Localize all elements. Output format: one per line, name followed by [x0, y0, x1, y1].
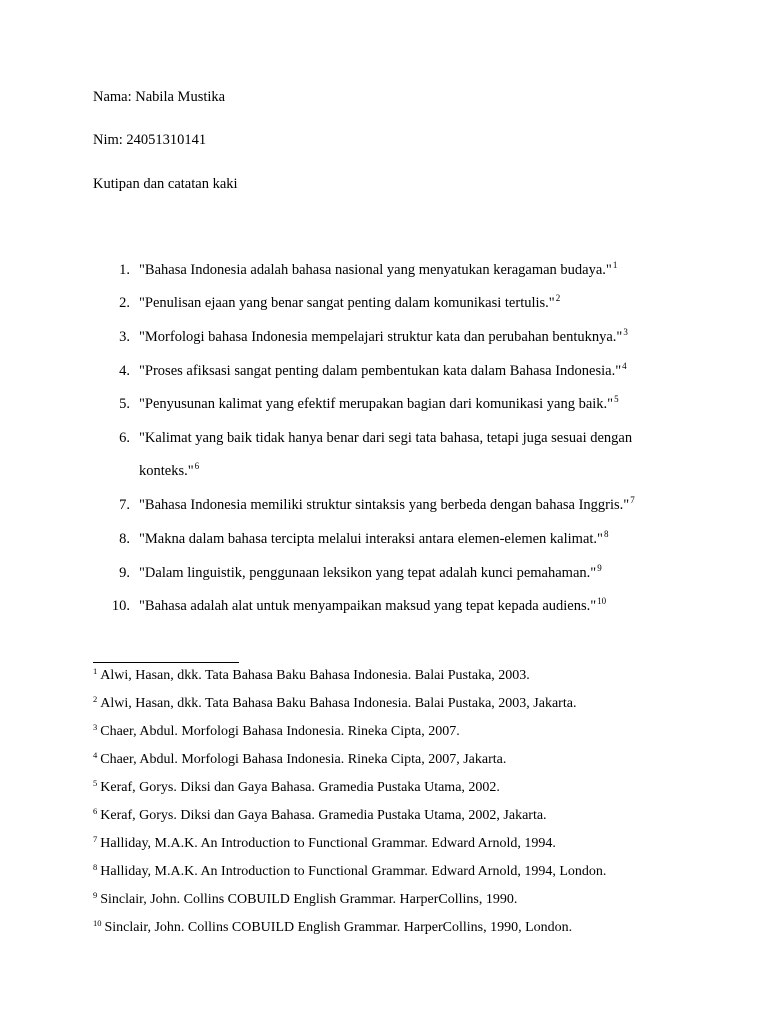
- quote-text: [139, 261, 617, 280]
- quote-text: [139, 395, 619, 414]
- quote-text-body: konteks.": [139, 463, 194, 479]
- footnote: [93, 835, 556, 853]
- quote-text: [139, 328, 628, 347]
- footnote-reference[interactable]: 9: [597, 563, 602, 573]
- student-nim: Nim: 24051310141: [93, 132, 207, 148]
- footnote: [93, 891, 517, 909]
- footnote-mark: 8: [93, 862, 98, 872]
- quote-text-body: "Proses afiksasi sangat penting dalam pembentukan kata dalam Bahasa Indonesia.": [139, 363, 622, 379]
- quote-number: 6.: [119, 430, 130, 446]
- footnote-text: Sinclair, John. Collins COBUILD English Grammar. HarperCollins, 1990.: [100, 892, 518, 907]
- footnote-mark: 10: [93, 918, 102, 928]
- footnote-mark: 2: [93, 694, 98, 704]
- quote-text: "Kalimat yang baik tidak hanya benar dari segi tata bahasa, tetapi juga sesuai dengan: [139, 430, 633, 446]
- quote-text-body: "Morfologi bahasa Indonesia mempelajari struktur kata dan perubahan bentuknya.": [139, 329, 623, 345]
- quote-text-body: "Bahasa Indonesia memiliki struktur sintaksis yang berbeda dengan bahasa Inggris.": [139, 497, 630, 513]
- footnote: [93, 723, 460, 741]
- footnote-reference[interactable]: 1: [612, 260, 618, 270]
- footnote-mark: 7: [93, 834, 98, 844]
- quote-number: 9.: [119, 565, 130, 581]
- quote-text-body: "Makna dalam bahasa tercipta melalui interaksi antara elemen-elemen kalimat.": [139, 531, 603, 547]
- footnote-text: Alwi, Hasan, dkk. Tata Bahasa Baku Bahasa Indonesia. Balai Pustaka, 2003.: [100, 668, 530, 683]
- footnote: [93, 863, 606, 881]
- document-title: Kutipan dan catatan kaki: [93, 176, 238, 192]
- footnote-mark: 5: [93, 778, 98, 788]
- footnote-reference[interactable]: 6: [194, 461, 200, 471]
- quote-text-body: "Bahasa adalah alat untuk menyampaikan maksud yang tepat kepada audiens.": [139, 598, 597, 614]
- footnote-reference[interactable]: 7: [630, 495, 635, 505]
- footnote-separator: [93, 662, 239, 663]
- footnote-text: Alwi, Hasan, dkk. Tata Bahasa Baku Bahasa Indonesia. Balai Pustaka, 2003, Jakarta.: [100, 696, 577, 711]
- footnote-text: Sinclair, John. Collins COBUILD English Grammar. HarperCollins, 1990, London.: [104, 920, 573, 935]
- footnote-mark: 4: [93, 750, 98, 760]
- quote-text-body: "Bahasa Indonesia adalah bahasa nasional yang menyatukan keragaman budaya.": [139, 262, 612, 278]
- footnote-text: Chaer, Abdul. Morfologi Bahasa Indonesia. Rineka Cipta, 2007, Jakarta.: [100, 752, 507, 767]
- quote-text-body: "Dalam linguistik, penggunaan leksikon yang tepat adalah kunci pemahaman.": [139, 565, 597, 581]
- quote-text: [139, 294, 560, 313]
- footnote-reference[interactable]: 10: [597, 596, 607, 606]
- footnote: [93, 695, 576, 713]
- footnote-text: Halliday, M.A.K. An Introduction to Functional Grammar. Edward Arnold, 1994.: [100, 836, 556, 851]
- footnote: [93, 667, 530, 685]
- quote-number: 7.: [119, 497, 130, 513]
- footnote-text: Chaer, Abdul. Morfologi Bahasa Indonesia. Rineka Cipta, 2007.: [100, 724, 460, 739]
- footnote-mark: 3: [93, 722, 98, 732]
- quote-number: 10.: [111, 598, 130, 614]
- footnote: [93, 751, 506, 769]
- footnote-mark: 1: [93, 666, 98, 676]
- student-name: Nama: Nabila Mustika: [93, 89, 226, 105]
- footnote: [93, 779, 500, 797]
- quote-number: 2.: [119, 295, 130, 311]
- footnote-text: Keraf, Gorys. Diksi dan Gaya Bahasa. Gramedia Pustaka Utama, 2002.: [100, 780, 500, 795]
- footnote-text: Halliday, M.A.K. An Introduction to Functional Grammar. Edward Arnold, 1994, London.: [100, 864, 607, 879]
- footnote: [93, 919, 572, 937]
- quote-number: 4.: [119, 363, 130, 379]
- quote-text-body: "Penyusunan kalimat yang efektif merupakan bagian dari komunikasi yang baik.": [139, 396, 614, 412]
- quote-text-continuation: [139, 462, 199, 481]
- footnote-text: Keraf, Gorys. Diksi dan Gaya Bahasa. Gramedia Pustaka Utama, 2002, Jakarta.: [100, 808, 547, 823]
- footnote-mark: 6: [93, 806, 98, 816]
- quote-text: [139, 530, 608, 549]
- quote-number: 5.: [119, 396, 130, 412]
- footnote-reference[interactable]: 8: [603, 529, 609, 539]
- quote-text: [139, 362, 627, 381]
- quote-text: [139, 564, 602, 583]
- footnote: [93, 807, 547, 825]
- quote-number: 3.: [119, 329, 130, 345]
- quote-text-body: "Penulisan ejaan yang benar sangat penting dalam komunikasi tertulis.": [139, 295, 555, 311]
- quote-number: 8.: [119, 531, 130, 547]
- footnote-reference[interactable]: 4: [622, 361, 627, 371]
- footnote-mark: 9: [93, 890, 98, 900]
- quote-number: 1.: [119, 262, 130, 278]
- footnote-reference[interactable]: 3: [623, 327, 628, 337]
- quote-text: [139, 597, 606, 616]
- footnote-reference[interactable]: 5: [614, 394, 619, 404]
- quote-text: [139, 496, 635, 515]
- footnote-reference[interactable]: 2: [555, 293, 561, 303]
